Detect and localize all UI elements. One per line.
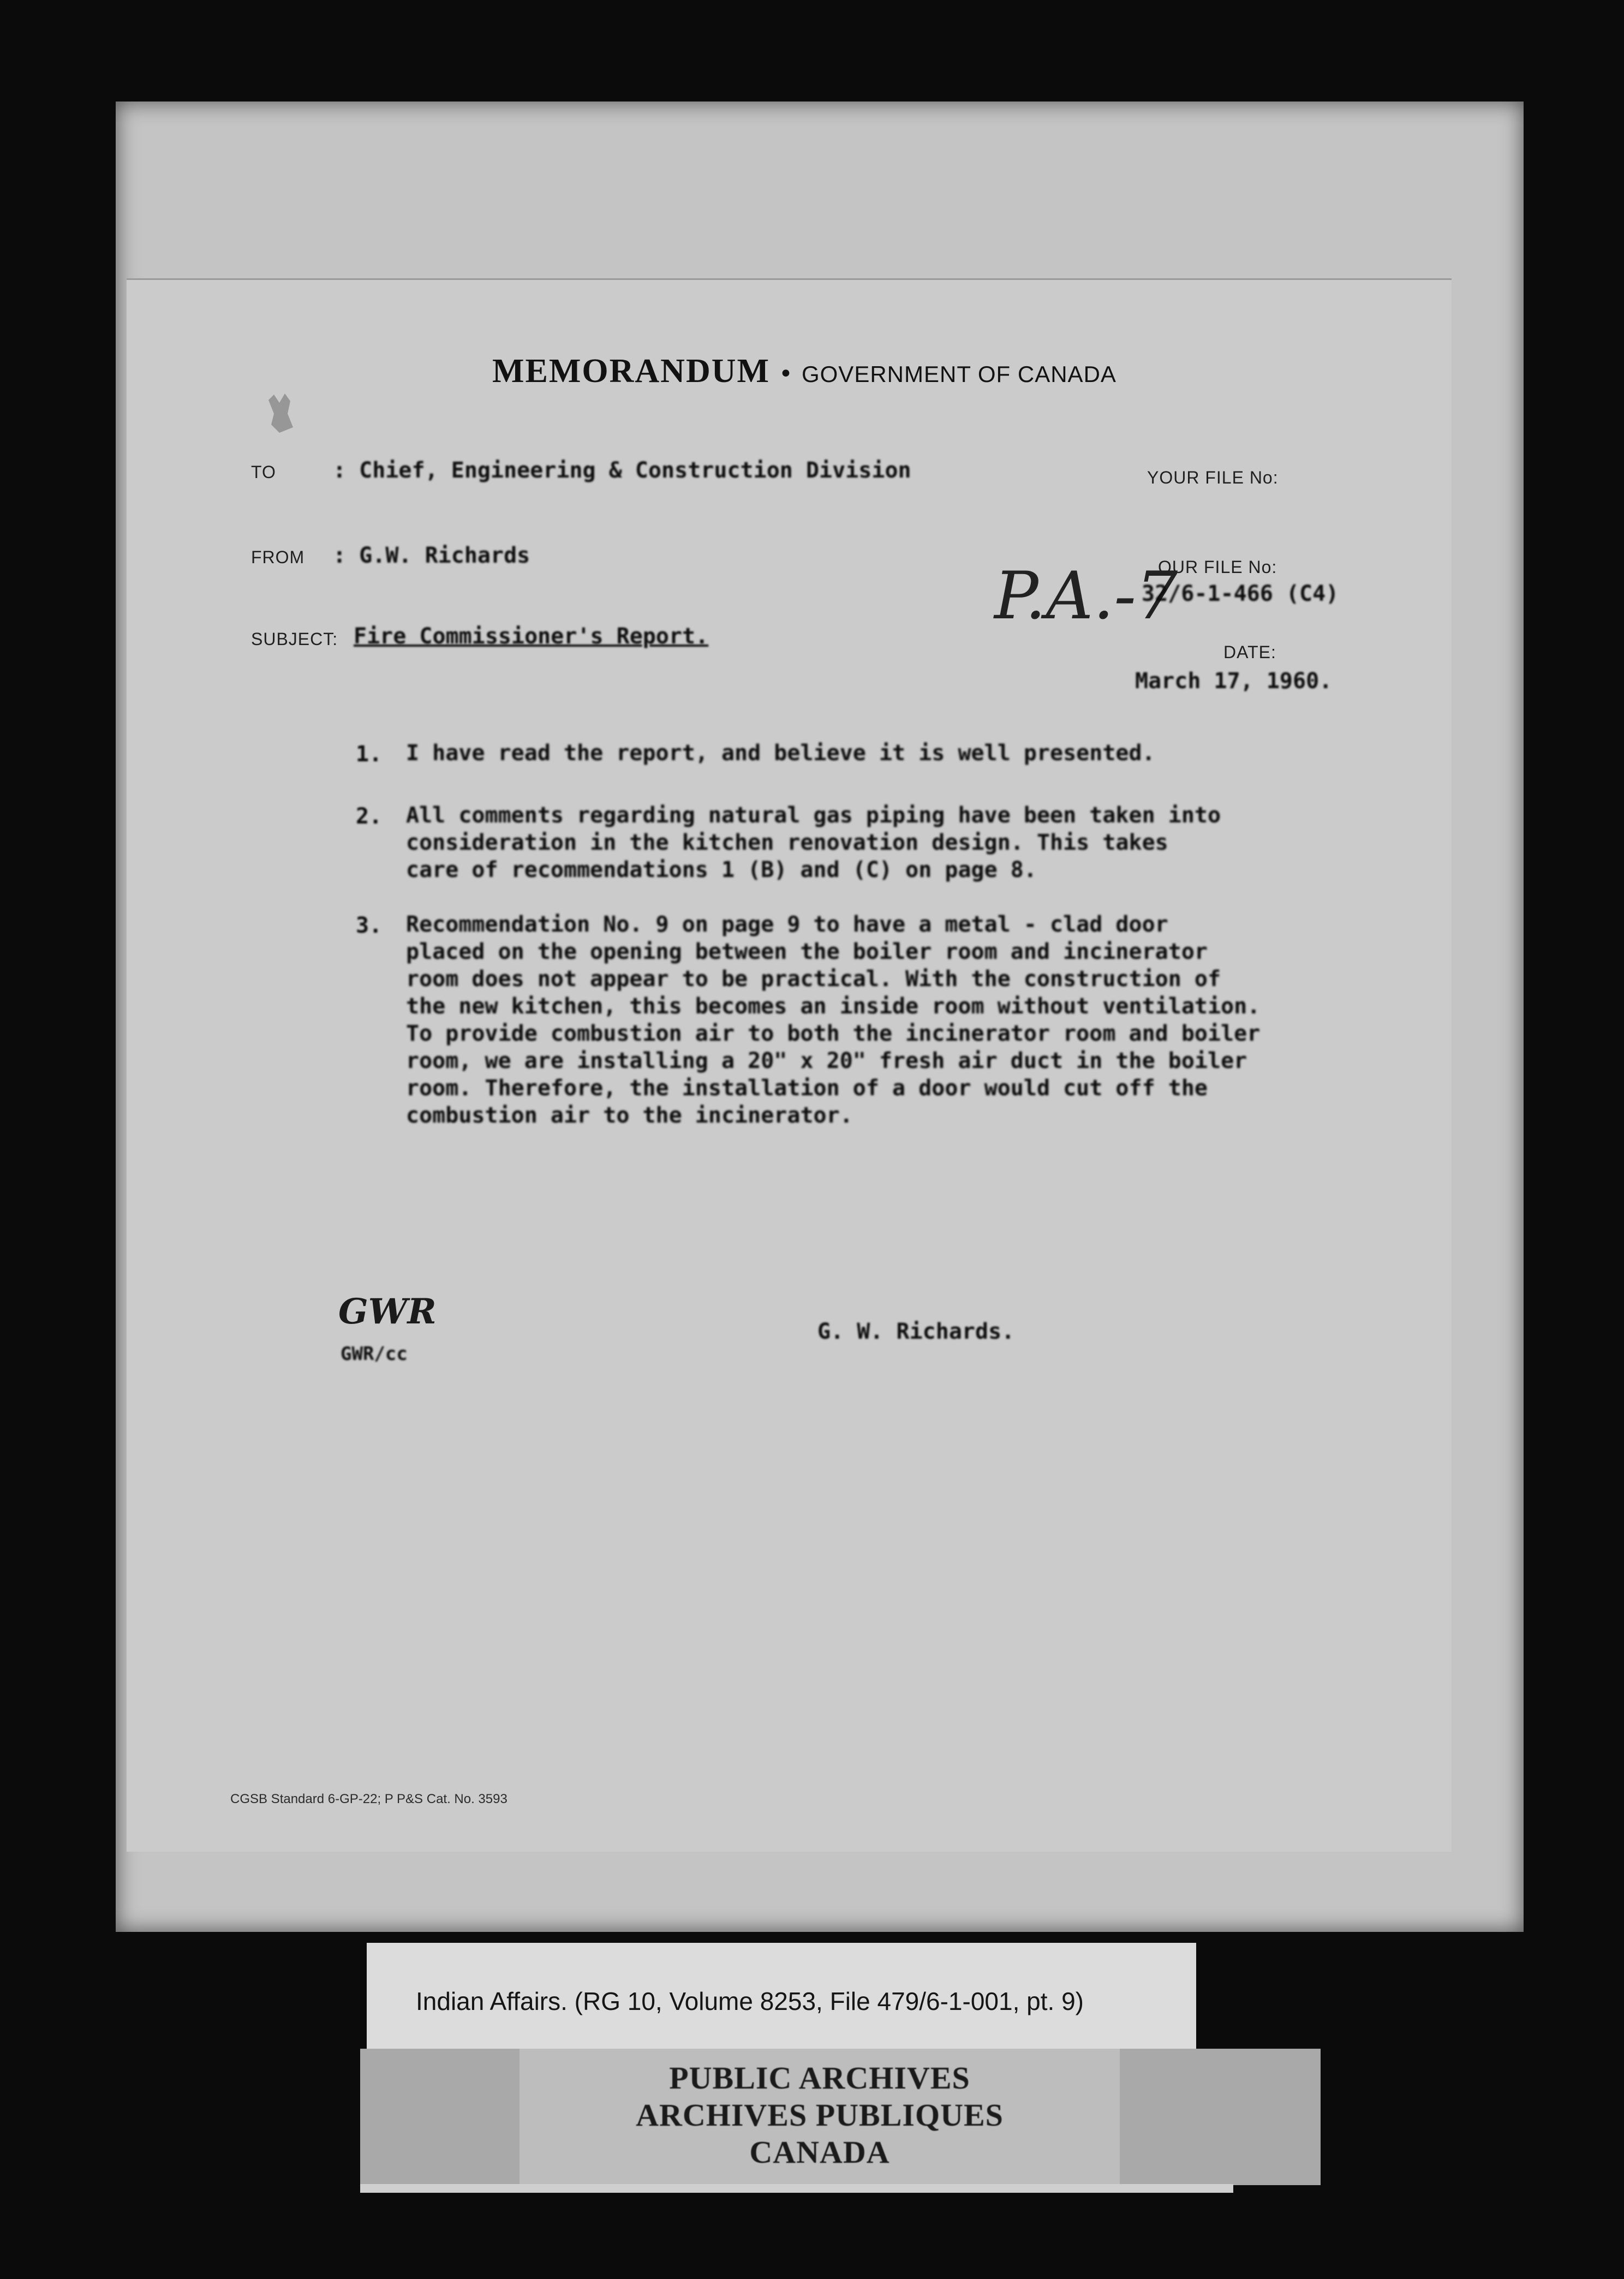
our-file-value: 32/6-1-466 (C4) xyxy=(1142,581,1339,606)
your-file-label: YOUR FILE No: xyxy=(1147,468,1279,487)
stamp-line-3: CANADA xyxy=(749,2134,890,2170)
typist-initials: GWR/cc xyxy=(341,1343,408,1365)
handwritten-note xyxy=(989,536,1178,651)
stamp-line-1: PUBLIC ARCHIVES xyxy=(669,2060,970,2096)
paragraph-line: I have read the report, and believe it is well presented. xyxy=(406,741,1155,766)
subject-value: Fire Commissioner's Report. xyxy=(354,624,709,649)
from-value: : G.W. Richards xyxy=(333,543,530,568)
paper-edge xyxy=(360,2184,1233,2193)
paragraph-number: 1. xyxy=(356,742,383,767)
paragraph-number: 3. xyxy=(356,913,383,938)
header-separator: • xyxy=(779,360,793,388)
handwritten-initials xyxy=(334,1284,443,1339)
paragraph-line: combustion air to the incinerator. xyxy=(406,1103,853,1128)
paragraph-line: room. Therefore, the installation of a door would cut off the xyxy=(406,1076,1208,1101)
stamp-line-2: ARCHIVES PUBLIQUES xyxy=(636,2097,1004,2133)
paragraph-line: To provide combustion air to both the incinerator room and boiler xyxy=(406,1021,1261,1046)
archive-stamp xyxy=(520,2049,1120,2185)
archive-reference-text: Indian Affairs. (RG 10, Volume 8253, File 479/6-1-001, pt. 9) xyxy=(416,1987,1084,2015)
archive-stamp-strip xyxy=(360,2049,1321,2185)
to-value: : Chief, Engineering & Construction Division xyxy=(333,458,911,483)
paragraph-line: All comments regarding natural gas piping have been taken into xyxy=(406,803,1221,828)
paragraph-line: room, we are installing a 20" x 20" fresh air duct in the boiler xyxy=(406,1048,1247,1073)
paragraph-number: 2. xyxy=(356,804,383,829)
paragraph-line: placed on the opening between the boiler room and incinerator xyxy=(406,939,1208,964)
paragraph-2 xyxy=(406,802,1221,884)
handwritten-note-text: P.A.-7 xyxy=(994,558,1178,634)
paragraph-line: Recommendation No. 9 on page 9 to have a metal - clad door xyxy=(406,912,1168,937)
paragraph-line: room does not appear to be practical. With the construction of xyxy=(406,967,1221,992)
paragraph-line: the new kitchen, this becomes an inside room without ventilation. xyxy=(406,994,1261,1019)
organization-name: GOVERNMENT OF CANADA xyxy=(801,361,1116,387)
form-standard-note: CGSB Standard 6-GP-22; P P&S Cat. No. 3593 xyxy=(230,1792,507,1806)
date-label: DATE: xyxy=(1223,642,1276,662)
archive-reference-card xyxy=(367,1943,1196,2057)
paragraph-line: care of recommendations 1 (B) and (C) on page 8. xyxy=(406,857,1037,882)
corner-mark-icon xyxy=(263,389,301,438)
handwritten-initials-text: GWR xyxy=(338,1291,437,1332)
memo-title: MEMORANDUM xyxy=(492,353,771,390)
date-value: March 17, 1960. xyxy=(1135,669,1333,694)
paragraph-3 xyxy=(406,911,1260,1129)
paragraph-line: consideration in the kitchen renovation design. This takes xyxy=(406,830,1168,855)
subject-label: SUBJECT: xyxy=(251,629,338,649)
memo-header xyxy=(492,352,1256,391)
paragraph-1 xyxy=(406,739,1155,767)
memo-sheet xyxy=(127,278,1452,1852)
signature-name: G. W. Richards. xyxy=(817,1319,1015,1344)
our-file-label: OUR FILE No: xyxy=(1158,557,1277,577)
from-label: FROM xyxy=(251,547,305,567)
to-label: TO xyxy=(251,462,276,482)
